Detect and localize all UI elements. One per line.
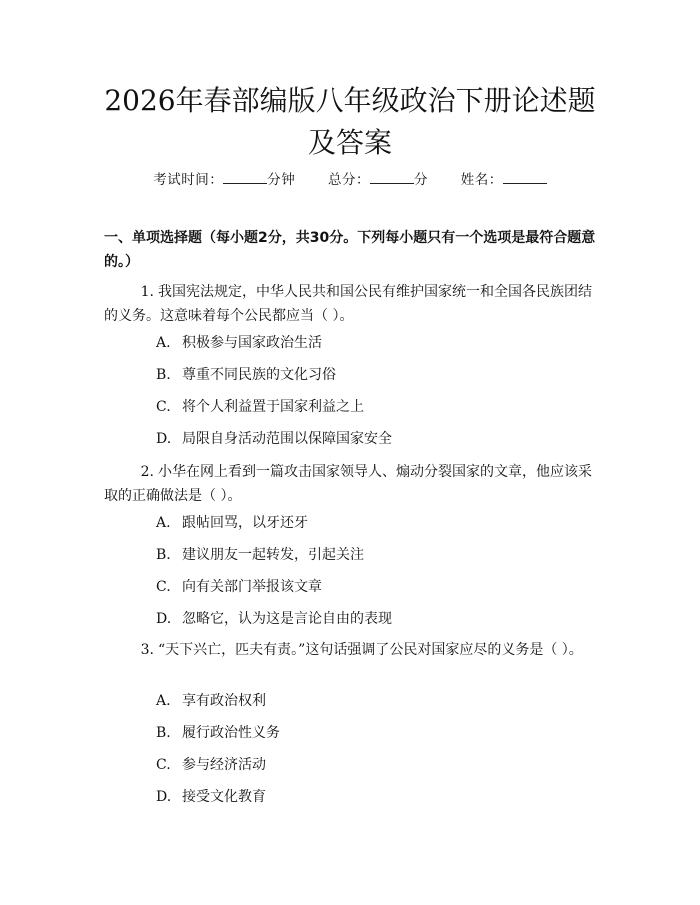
question-number: 3.	[140, 642, 154, 658]
question-number: 2.	[140, 464, 154, 480]
option-label: D.	[156, 431, 172, 447]
option-label: C.	[156, 579, 171, 595]
score-label: 总分：	[328, 172, 370, 188]
time-unit: 分钟	[267, 172, 296, 188]
question-text: 我国宪法规定，中华人民共和国公民有维护国家统一和全国各民族团结的义务。这意味着每个公民都应当（ ）。	[104, 284, 592, 324]
exam-score	[328, 172, 428, 188]
score-unit: 分	[414, 172, 428, 188]
option-label: D.	[156, 789, 172, 805]
score-blank	[370, 171, 414, 184]
option-2d	[156, 608, 392, 630]
option-3b	[156, 722, 280, 744]
option-label: B.	[156, 725, 171, 741]
option-label: C.	[156, 757, 171, 773]
option-text: 享有政治权利	[182, 693, 266, 709]
document-title: 2026年春部编版八年级政治下册论述题及答案	[104, 84, 596, 159]
question-number: 1.	[140, 284, 154, 300]
name-label: 姓名：	[460, 172, 503, 188]
section-title: 一、单项选择题（每小题2分，共30分。下列每小题只有一个选项是最符合题意的。）	[104, 230, 596, 270]
question-text: 小华在网上看到一篇攻击国家领导人、煽动分裂国家的文章，他应该采取的正确做法是（ ）。	[104, 464, 592, 504]
option-label: A.	[156, 515, 171, 531]
time-label: 考试时间：	[153, 172, 224, 188]
exam-time	[153, 172, 295, 188]
option-3a	[156, 690, 266, 712]
option-text: 参与经济活动	[182, 757, 266, 773]
question-2	[104, 460, 604, 508]
option-text: 履行政治性义务	[182, 725, 280, 741]
option-1b	[156, 364, 336, 386]
exam-meta	[0, 168, 700, 188]
time-blank	[223, 171, 267, 184]
question-1	[104, 280, 604, 328]
option-text: 跟帖回骂，以牙还牙	[182, 515, 308, 531]
option-label: D.	[156, 611, 172, 627]
option-text: 将个人利益置于国家利益之上	[182, 399, 364, 415]
question-text: “天下兴亡，匹夫有责。”这句话强调了公民对国家应尽的义务是（ ）。	[158, 642, 583, 658]
question-3	[104, 638, 604, 662]
option-1c	[156, 396, 364, 418]
option-text: 建议朋友一起转发，引起关注	[182, 547, 364, 563]
option-label: B.	[156, 547, 171, 563]
option-3c	[156, 754, 266, 776]
option-label: A.	[156, 693, 171, 709]
option-2a	[156, 512, 308, 534]
option-label: A.	[156, 335, 171, 351]
name-blank	[503, 171, 547, 184]
option-label: B.	[156, 367, 171, 383]
option-text: 尊重不同民族的文化习俗	[182, 367, 336, 383]
option-3d	[156, 786, 266, 808]
option-1d	[156, 428, 392, 450]
option-1a	[156, 332, 322, 354]
option-2c	[156, 576, 322, 598]
option-text: 接受文化教育	[182, 789, 266, 805]
option-text: 局限自身活动范围以保障国家安全	[182, 431, 392, 447]
option-text: 忽略它，认为这是言论自由的表现	[182, 611, 392, 627]
option-text: 积极参与国家政治生活	[182, 335, 322, 351]
option-label: C.	[156, 399, 171, 415]
option-2b	[156, 544, 364, 566]
exam-name	[461, 172, 547, 188]
option-text: 向有关部门举报该文章	[182, 579, 322, 595]
